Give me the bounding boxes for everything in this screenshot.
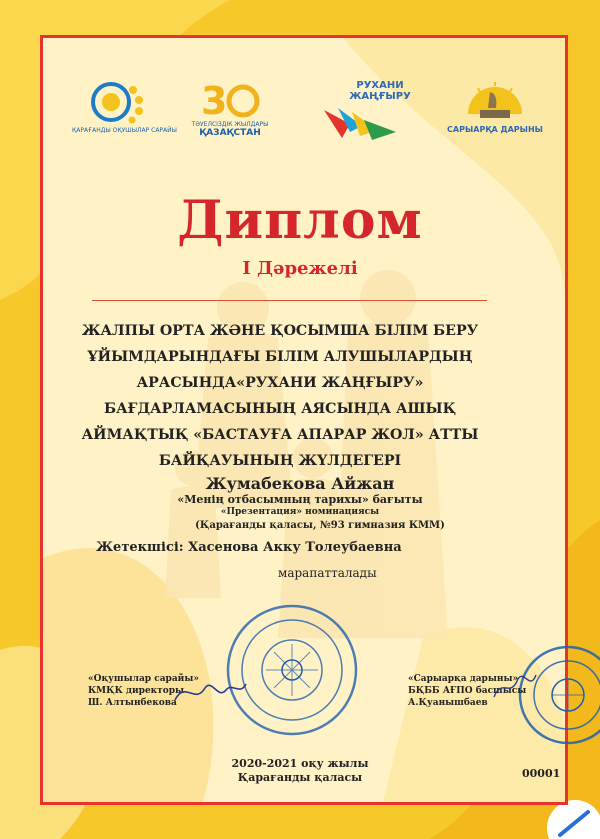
body-line: ЖАЛПЫ ОРТА ЖӘНЕ ҚОСЫМША БІЛІМ БЕРУ xyxy=(81,323,479,339)
body-line: ҰЙЫМДАРЫНДАҒЫ БІЛІМ АЛУШЫЛАРДЫҢ xyxy=(87,349,473,365)
saryarka-caption: САРЫАРҚА ДАРЫНЫ xyxy=(447,125,543,134)
signature-left-scribble xyxy=(170,670,250,710)
degree-label: І Дәрежелі xyxy=(242,258,358,279)
thirty-years-logo xyxy=(185,80,275,138)
palace-logo xyxy=(72,80,177,135)
rukhani-line-2: ЖАҢҒЫРУ xyxy=(349,91,411,102)
school-line: (Қарағанды қаласы, №93 гимназия КММ) xyxy=(195,520,445,531)
body-line: АЙМАҚТЫҚ «БАСТАУҒА АПАРАР ЖОЛ» АТТЫ xyxy=(81,427,479,443)
body-line: БАЙҚАУЫНЫҢ ЖҮЛДЕГЕРІ xyxy=(158,453,402,469)
thirty-caption-2: ҚАЗАҚСТАН xyxy=(199,127,261,138)
nomination-line: «Презентация» номинациясы xyxy=(220,507,380,517)
thirty-caption-1: ТӘУЕЛСІЗДІК ЖЫЛДАРЫ xyxy=(191,121,269,128)
awarded-label: марапатталады xyxy=(278,566,377,580)
mentor-line: Жетекшісі: Хасенова Акку Толеубаевна xyxy=(96,540,402,555)
logos-row xyxy=(0,80,600,180)
saryarka-daryny-logo xyxy=(445,80,545,135)
palace-logo-caption: ҚАРАҒАНДЫ ОҚУШЫЛАР САРАЙЫ xyxy=(72,127,177,134)
body-line: АРАСЫНДА«РУХАНИ ЖАҢҒЫРУ» xyxy=(136,375,424,391)
body-line: БАҒДАРЛАМАСЫНЫҢ АЯСЫНДА АШЫҚ xyxy=(103,401,457,417)
diploma-number: 00001 xyxy=(522,767,561,780)
diploma-title: Диплом xyxy=(177,190,423,251)
recipient-name: Жумабекова Айжан xyxy=(205,474,395,493)
svg-text:3: 3 xyxy=(201,80,228,118)
signature-right-line: А.Қуанышбаев xyxy=(408,698,488,708)
year-location xyxy=(0,757,600,785)
palace-logo-icon xyxy=(87,80,147,124)
bird-icon xyxy=(320,102,400,142)
saryarka-icon xyxy=(460,80,530,122)
academic-year: 2020-2021 оқу жылы xyxy=(231,757,369,770)
rukhani-zhangyru-logo xyxy=(305,80,415,146)
signature-right-line: БҚББ АҒПО басшысы xyxy=(408,686,527,696)
signature-left-line: КМҚК директоры xyxy=(88,686,185,696)
signature-left-line: Ш. Алтынбекова xyxy=(88,698,177,708)
divider-line xyxy=(92,300,487,301)
award-description xyxy=(60,318,500,474)
direction-line: «Менің отбасымның тарихы» бағыты xyxy=(177,493,423,506)
signature-right-line: «Сарыарқа дарыны» xyxy=(408,674,519,684)
signature-right-scribble xyxy=(490,665,540,705)
signature-left-line: «Оқушылар сарайы» xyxy=(88,674,199,684)
rukhani-line-1: РУХАНИ xyxy=(356,80,404,91)
city: Қарағанды қаласы xyxy=(237,771,363,784)
thirty-years-icon xyxy=(195,80,265,118)
